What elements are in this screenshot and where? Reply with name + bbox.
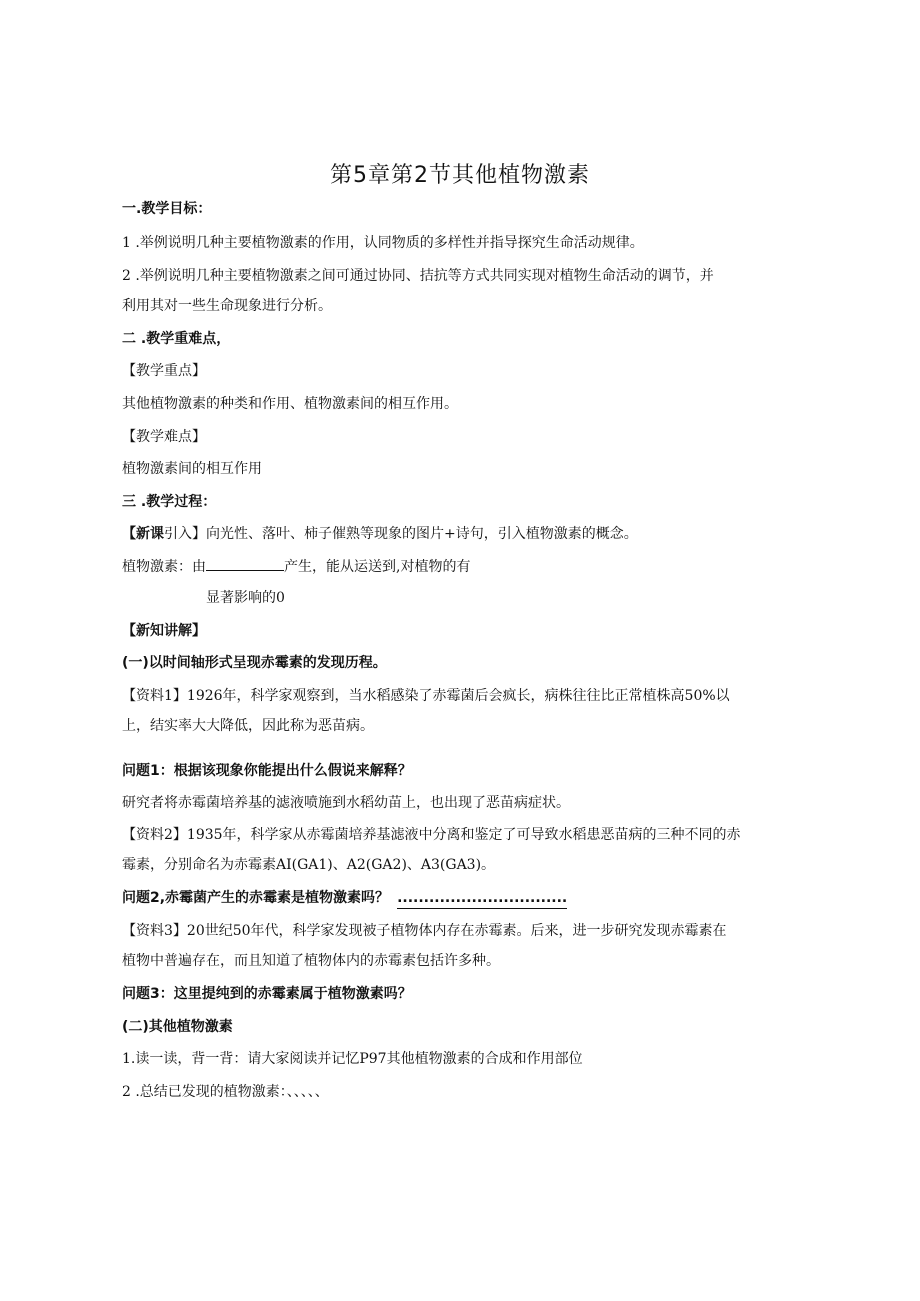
- material-1-line-2: 上，结实率大大降低，因此称为恶苗病。: [122, 718, 374, 734]
- question-2-dotted-blank: ................................: [397, 888, 567, 909]
- part-2-heading: (二)其他植物激素: [122, 1019, 233, 1035]
- section-heading-process: 三 .教学过程：: [122, 494, 217, 510]
- question-1: 问题1：根据该现象你能提出什么假说来解释？: [122, 763, 412, 779]
- task-1: 1.读一读，背一背：请大家阅读并记忆P97其他植物激素的合成和作用部位: [122, 1051, 583, 1067]
- key-point-text: 其他植物激素的种类和作用、植物激素间的相互作用。: [122, 396, 458, 412]
- definition-rest: 产生，能从运送到,对植物的有: [284, 559, 471, 575]
- task-2: 2 .总结已发现的植物激素：、、、、、: [122, 1084, 329, 1100]
- question-2: 问题2,赤霉菌产生的赤霉素是植物激素吗？: [122, 890, 390, 906]
- material-2-line-1: 【资料2】1935年，科学家从赤霉菌培养基滤液中分离和鉴定了可导致水稻患恶苗病的三种不同的赤: [122, 827, 741, 843]
- objective-2-line-1: 2 .举例说明几种主要植物激素之间可通过协同、拮抗等方式共同实现对植物生命活动的调节，并: [122, 268, 714, 284]
- question-1-answer: 研究者将赤霉菌培养基的滤液喷施到水稻幼苗上，也出现了恶苗病症状。: [122, 795, 570, 811]
- intro-text: 向光性、落叶、柿子催熟等现象的图片+诗句，引入植物激素的概念。: [206, 526, 638, 542]
- difficulty-text: 植物激素间的相互作用: [122, 461, 262, 477]
- intro-label-rest: 引入】: [164, 526, 206, 542]
- definition-continuation: 显著影响的0: [206, 590, 285, 606]
- new-knowledge-label: 【新知讲解】: [122, 623, 206, 639]
- difficulty-label: 【教学难点】: [122, 429, 206, 445]
- material-3-line-2: 植物中普遍存在，而且知道了植物体内的赤霉素包括许多种。: [122, 953, 500, 969]
- definition-line: [122, 556, 470, 577]
- objective-2-line-2: 利用其对一些生命现象进行分析。: [122, 298, 332, 314]
- intro-line: [122, 524, 638, 544]
- definition-start: 植物激素：由: [122, 559, 206, 575]
- material-2-line-2: 霉素，分别命名为赤霉素AI(GA1)、A2(GA2)、A3(GA3)。: [122, 857, 496, 873]
- objective-1: 1 .举例说明几种主要植物激素的作用，认同物质的多样性并指导探究生命活动规律。: [122, 235, 644, 251]
- section-heading-objectives: 一.教学目标：: [122, 201, 212, 217]
- fill-in-blank[interactable]: [206, 556, 284, 571]
- document-title: 第5章第2节其他植物激素: [330, 163, 590, 188]
- material-3-line-1: 【资料3】20世纪50年代，科学家发现被子植物体内存在赤霉素。后来，进一步研究发现赤霉素在: [122, 923, 727, 939]
- part-1-heading: (一)以时间轴形式呈现赤霉素的发现历程。: [122, 655, 387, 671]
- question-3: 问题3：这里提纯到的赤霉素属于植物激素吗？: [122, 986, 412, 1002]
- question-2-line: [122, 888, 567, 909]
- material-1-line-1: 【资料1】1926年，科学家观察到，当水稻感染了赤霉菌后会疯长，病株往往比正常植株高50%以: [122, 688, 730, 704]
- intro-label-bold: 【新课: [122, 526, 164, 542]
- key-point-label: 【教学重点】: [122, 363, 206, 379]
- section-heading-key-points: 二 .教学重难点，: [122, 331, 231, 347]
